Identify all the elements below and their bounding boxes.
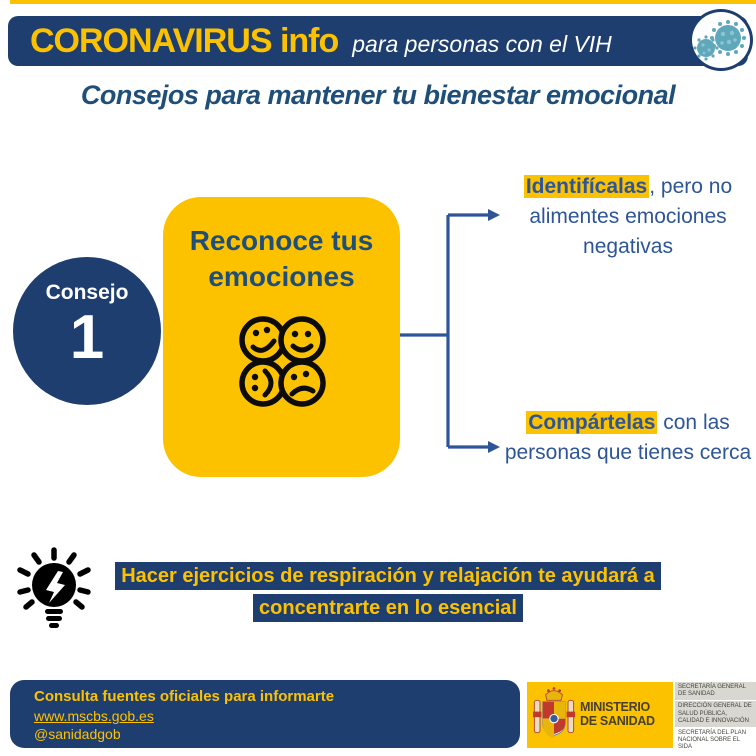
ministry-logo	[527, 682, 673, 748]
point-identify-highlight: Identifícalas	[525, 175, 648, 198]
advice-note-line1: Hacer ejercicios de respiración y relajación te ayudará a	[115, 562, 661, 590]
point-identify-rest: , pero no alimentes emociones negativas	[529, 175, 733, 258]
tip-card	[163, 197, 400, 477]
brand-subtitle: para personas con el VIH	[352, 30, 612, 57]
point-share-highlight: Compártelas	[528, 411, 656, 434]
page-title: Consejos para mantener tu bienestar emocional	[80, 80, 676, 110]
spain-coat-of-arms-icon	[533, 684, 575, 747]
ministry-name-line2: DE SANIDAD	[580, 714, 655, 728]
footer-sources-box	[10, 680, 520, 748]
branch-arrows	[396, 195, 512, 465]
tip-badge-number: 1	[69, 303, 105, 372]
point-share	[502, 408, 754, 468]
coronavirus-icon	[689, 9, 753, 71]
department-item: SECRETARÍA DEL PLAN NACIONAL SOBRE EL SIDA	[675, 728, 756, 754]
advice-note	[88, 560, 688, 624]
lightbulb-icon	[12, 545, 98, 642]
footer-heading: Consulta fuentes oficiales para informarte	[34, 688, 335, 705]
department-item: DIRECCIÓN GENERAL DE SALUD PÚBLICA, CALIDAD E INNOVACIÓN	[675, 701, 756, 728]
point-identify	[502, 172, 754, 261]
ministry-departments	[675, 682, 756, 751]
tip-card-title: Reconoce tus emociones	[189, 225, 374, 293]
ministry-name-line1: MINISTERIO	[580, 700, 650, 715]
footer-link[interactable]: www.mscbs.gob.es	[34, 708, 154, 724]
advice-note-line2: concentrarte en lo esencial	[253, 594, 523, 622]
footer-social-handle: @sanidadgob	[34, 726, 121, 742]
tip-number-badge	[13, 257, 161, 405]
brand-title: CORONAVIRUS info	[30, 21, 339, 60]
ministry-name	[580, 701, 655, 729]
department-item: SECRETARÍA GENERAL DE SANIDAD	[675, 682, 756, 701]
top-yellow-strip	[10, 0, 756, 4]
header-bar	[8, 16, 748, 66]
four-emotion-faces-icon	[163, 310, 400, 419]
point-share-rest: con las personas que tienes cerca	[504, 411, 752, 464]
tip-badge-word: Consejo	[45, 281, 129, 304]
